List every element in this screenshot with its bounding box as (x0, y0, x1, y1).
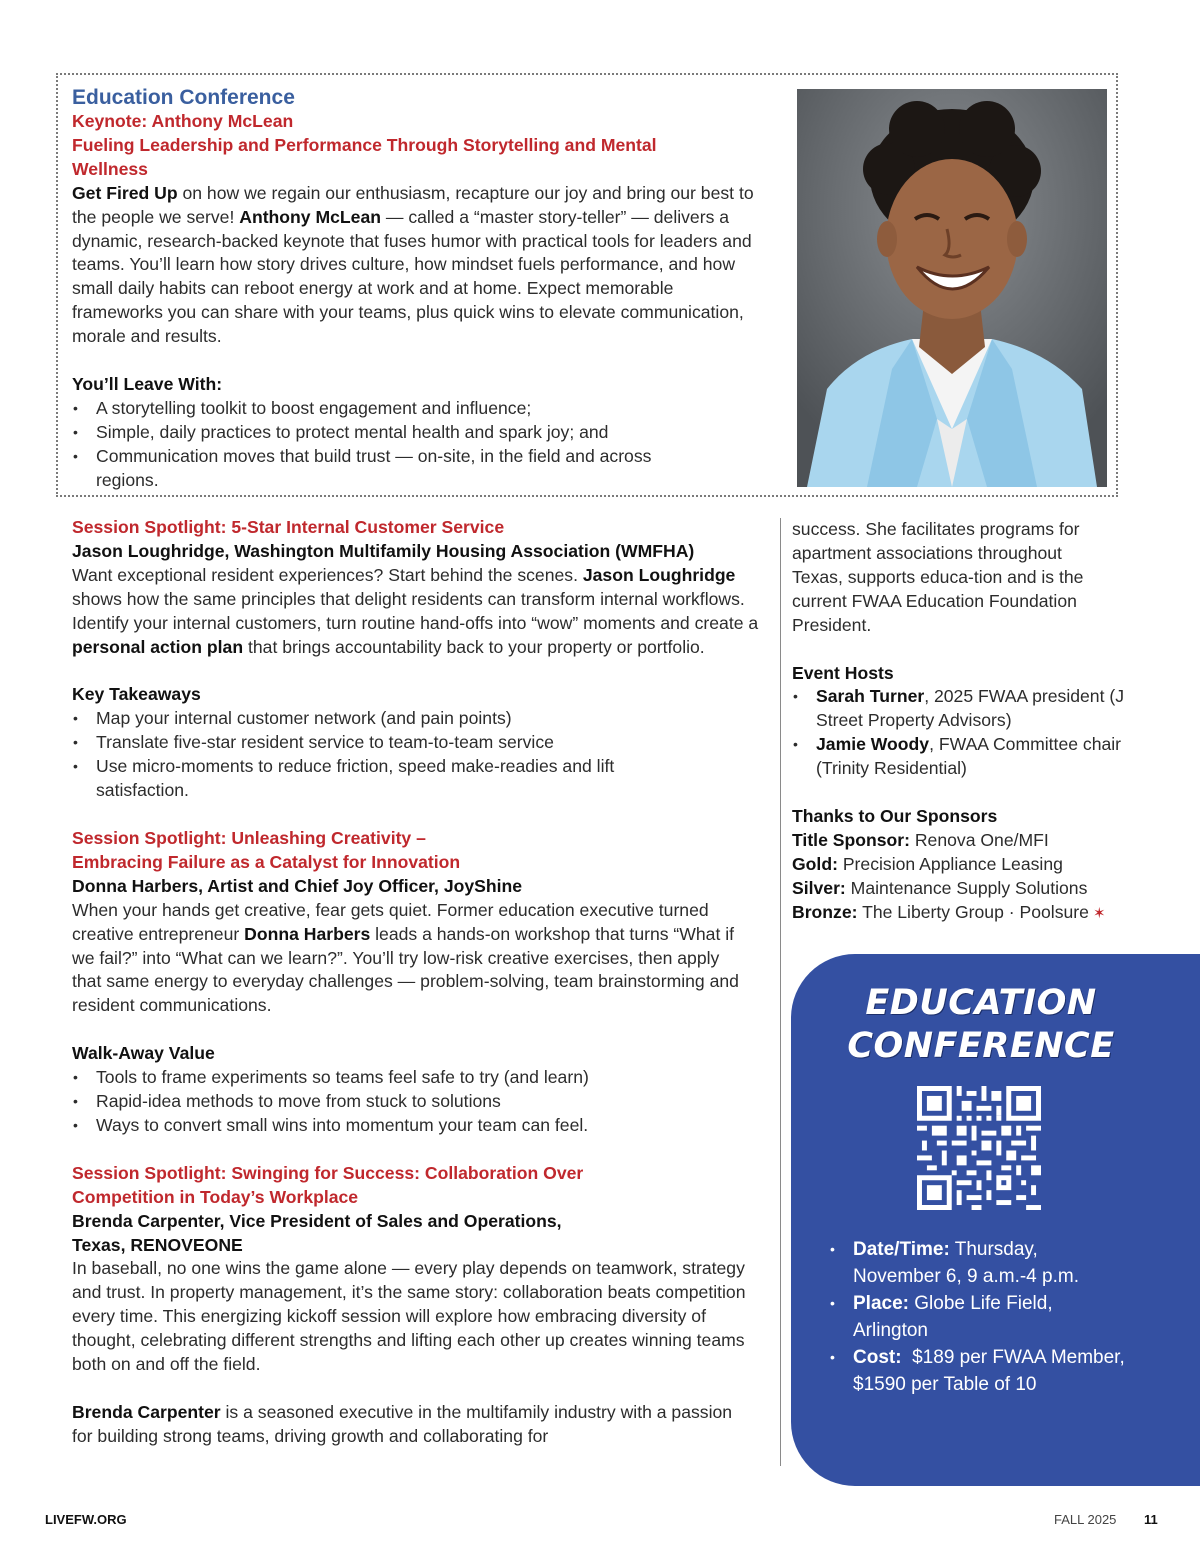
card-title-line1: EDUCATION (865, 983, 1097, 1023)
intro-bold-2: Anthony McLean (239, 206, 381, 227)
footer-issue: FALL 2025 (1054, 1512, 1117, 1527)
list-item (792, 733, 1132, 781)
session-1-text-3: that brings accountability back to your property or portfolio. (243, 636, 705, 657)
place-value: Globe Life Field, Arlington (853, 1293, 1053, 1341)
takeaways-list (72, 707, 692, 803)
portrait-illustration (797, 89, 1107, 487)
sponsor-gold (792, 853, 1132, 877)
event-cost (827, 1344, 1131, 1398)
place-label: Place: (853, 1293, 909, 1314)
host-name: Sarah Turner (816, 686, 925, 707)
session-3-description: In baseball, no one wins the game alone — every play depends on teamwork, strategy and trust. In property management, it’s the same story: collaboration beats competition every time. This energizing kickoff session will explore how embracing diversity of thought, celebrating different strengths and lifting each other up creates winning teams both on and off the field. (72, 1258, 746, 1375)
value-heading: Walk-Away Value (72, 1043, 215, 1064)
leave-heading: You’ll Leave With: (72, 374, 223, 395)
sessions-column (72, 516, 772, 1449)
cost-label: Cost: (853, 1347, 902, 1368)
sponsor-name: Renova One/MFI (909, 829, 1049, 850)
list-item: • Tools to frame experiments so teams feel safe to try (and learn) (72, 1066, 762, 1090)
session-2-speaker: Donna Harbers, Artist and Chief Joy Officer, JoyShine (72, 875, 523, 896)
column-divider (780, 518, 781, 1466)
footer-site[interactable]: LIVEFW.ORG (45, 1512, 127, 1527)
takeaways-heading: Key Takeaways (72, 684, 201, 705)
intro-text-2: — called a “master story-teller” — delivers a dynamic, research-backed keynote that fuses humor with practical tools for leaders and teams. You’ll learn how story drives culture, how mindset fuels performance, and how small daily habits can reboot energy at work and at home. Expect memorable frameworks you can share with your teams, plus quick wins to elevate communication, morale and results. (72, 206, 752, 347)
host-detail: , 2025 FWAA president (J Street Property Advisors) (816, 686, 1125, 731)
list-item (792, 685, 1132, 733)
intro-bold-1: Get Fired Up (72, 182, 178, 203)
session-2-bold-1: Donna Harbers (244, 923, 371, 944)
speaker-photo (797, 89, 1107, 487)
list-item: • Simple, daily practices to protect mental health and spark joy; and (72, 421, 692, 445)
event-date (827, 1236, 1127, 1290)
session-1-text-1: Want exceptional resident experiences? Start behind the scenes. (72, 564, 583, 585)
sponsor-tier: Title Sponsor: (792, 829, 910, 850)
qr-code-icon[interactable] (917, 1086, 1041, 1210)
cost-value: $189 per FWAA Member, $1590 per Table of 10 (853, 1347, 1131, 1395)
star-icon: ✶ (1092, 904, 1106, 922)
session-3-speaker-line1: Brenda Carpenter, Vice President of Sales and Operations, (72, 1210, 562, 1231)
leave-list (72, 397, 692, 493)
event-place (827, 1290, 1127, 1344)
keynote-label: Keynote: Anthony McLean (72, 111, 294, 131)
session-1-label: Session Spotlight: 5-Star Internal Customer Service (72, 517, 505, 537)
session-2-label-line1: Session Spotlight: Unleashing Creativity – (72, 827, 426, 848)
host-detail: , FWAA Committee chair (Trinity Residential) (816, 734, 1122, 779)
session-1-text-2: shows how the same principles that delight residents can transform internal workflows. Identify your internal customers, turn routine hand-offs into “wow” moments and create a (72, 588, 759, 633)
sponsor-tier: Silver: (792, 877, 846, 898)
session-1-description (72, 564, 767, 660)
list-item: • Translate five-star resident service to team-to-team service (72, 731, 692, 755)
sponsor-name: Maintenance Supply Solutions (845, 877, 1088, 898)
section-title: Education Conference (72, 86, 295, 109)
session-3-bio-bold: Brenda Carpenter (72, 1402, 221, 1422)
card-title (791, 982, 1171, 1068)
sponsor-silver (792, 877, 1132, 901)
session-1-bold-2: personal action plan (72, 636, 244, 657)
hosts-heading: Event Hosts (792, 662, 894, 683)
host-name: Jamie Woody (816, 734, 930, 755)
bio-continued: success. She facilitates programs for apartment associations throughout Texas, supports educa-tion and is the current FWAA Education Foundation President. (792, 519, 1084, 635)
sponsor-bronze (792, 901, 1132, 926)
right-column (792, 518, 1132, 926)
session-2-text-1: When your hands get creative, fear gets quiet. Former education executive turned creative entrepreneur (72, 899, 709, 944)
session-1-bold-1: Jason Loughridge (582, 564, 736, 585)
session-2-text-2: leads a hands-on workshop that turns “What if we fail?” into “What can we learn?”. You’ll try low-risk creative exercises, then apply that same energy to everyday challenges — problem-solving, team brainstorming and resident communications. (72, 923, 739, 1016)
list-item: • Ways to convert small wins into momentum your team can feel. (72, 1114, 762, 1138)
session-2-label-line2: Embracing Failure as a Catalyst for Innovation (72, 851, 461, 872)
session-3-bio-text: is a seasoned executive in the multifamily industry with a passion for building strong teams, driving growth and collaborating for (72, 1402, 733, 1446)
event-info-card (791, 954, 1200, 1486)
value-list (72, 1066, 762, 1138)
list-item: • A storytelling toolkit to boost engagement and influence; (72, 397, 692, 421)
sponsor-name: Precision Appliance Leasing (837, 853, 1063, 874)
list-item: • Rapid-idea methods to move from stuck to solutions (72, 1090, 762, 1114)
session-1-speaker: Jason Loughridge, Washington Multifamily Housing Association (WMFHA) (72, 540, 695, 561)
sponsor-tier: Bronze: (792, 901, 858, 922)
sponsor-title (792, 829, 1132, 853)
sponsors-heading: Thanks to Our Sponsors (792, 806, 998, 827)
keynote-section (72, 85, 772, 493)
list-item: • Use micro-moments to reduce friction, speed make-readies and lift satisfaction. (72, 755, 692, 803)
list-item: • Communication moves that build trust — on-site, in the field and across regions. (72, 445, 692, 493)
sponsor-name: The Liberty Group · Poolsure (857, 901, 1089, 922)
card-title-line2: CONFERENCE (847, 1026, 1115, 1066)
session-3-bio (72, 1401, 752, 1449)
sponsor-tier: Gold: (792, 853, 838, 874)
event-details-list (827, 1236, 1131, 1398)
date-value: Thursday, November 6, 9 a.m.-4 p.m. (853, 1239, 1079, 1287)
hosts-list (792, 685, 1132, 781)
list-item: • Map your internal customer network (and pain points) (72, 707, 692, 731)
date-label: Date/Time: (853, 1239, 950, 1260)
session-3-label-line1: Session Spotlight: Swinging for Success: Collaboration Over (72, 1162, 584, 1183)
keynote-title: Fueling Leadership and Performance Through Storytelling and Mental Wellness (72, 134, 657, 179)
page-number: 11 (1144, 1512, 1158, 1527)
session-3-speaker-line2: Texas, RENOVEONE (72, 1234, 243, 1255)
session-3-label-line2: Competition in Today’s Workplace (72, 1186, 359, 1207)
intro-text-1: on how we regain our enthusiasm, recapture our joy and bring our best to the people we serve! (72, 182, 754, 227)
session-2-description (72, 899, 752, 1019)
keynote-intro (72, 182, 762, 349)
